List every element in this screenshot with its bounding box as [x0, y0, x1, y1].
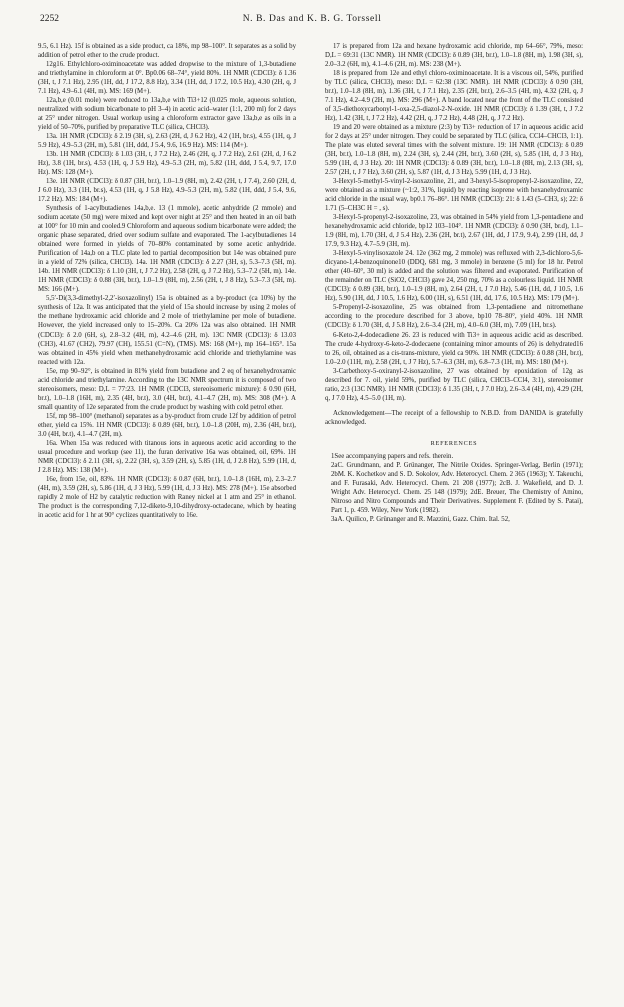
paragraph: 5-Propenyl-2-isoxazoline, 25 was obtained from 1,3-pentadiene and nitromethane according to the procedure described for 3 above, bp10 78–80°, yield 40%. 1H NMR (CDCl3): δ 1.70 (3H, d, J 5.8 Hz), 2.6–3.4 (2H, m), 4.0–6.0 (3H, m), 7.09 (1H, br.s).	[325, 304, 583, 330]
reference-item: 1See accompanying papers and refs. therein.	[331, 452, 454, 460]
paragraph: 13b. 1H NMR (CDCl3): δ 1.03 (3H, t, J 7.2 Hz), 2.46 (2H, q, J 7.2 Hz), 2.61 (2H, d, J 6.2 Hz), 3.8 (1H, br.s), 4.53 (1H, q, J 5.9 Hz), 4.9–5.3 (2H, m), 5.82 (1H, ddd, J 5.4, 9.7, 17.0 Hz). MS: 128 (M+).	[38, 151, 296, 177]
paragraph: 3-Hexyl-5-vinylisoxazole 24. 12e (362 mg, 2 mmole) was refluxed with 2,3-dichloro-5,6-dicyano-1,4-benzoquinone10 (DDQ, 681 mg, 3 mmole) in benzene (5 ml) for 18 hr. Petrol ether (40–60°, 30 ml) is added and the solution was filtered and evaporated. Purification of the remainder on TLC (SiO2, CHCl3) gave 24, 250 mg, 70% as a colourless liquid. 1H NMR (CDCl3): δ 0.89 (3H, br.t), 1.0–1.9 (8H, m), 2.64 (2H, t, J 7.0 Hz), 5.46 (1H, dd, J 10.5, 1.6 Hz), 5.90 (1H, dd, J 10.5, 1.6 Hz), 6.00 (1H, s), 6.51 (1H, dd, 17.6, 10.5 Hz). MS: 179 (M+).	[325, 250, 583, 303]
right-column	[325, 42, 583, 992]
paragraph: 3-Carbethoxy-5-oxiranyl-2-isoxazoline, 27 was obtained by epoxidation of 12g as described for 7. oil, yield 59%, purified by TLC (silica, CHCl3–CCl4, 3:1), stereoisomer ratio, 2:3 (13C NMR). 1H NMR (CDCl3): δ 1.35 (3H, t, J 7.0 Hz), 2.6–3.4 (4H, m), 4.29 (2H, q, J 7.0 Hz), 4.5–5.0 (1H, m).	[325, 367, 583, 402]
paragraph: 18 is prepared from 12e and ethyl chloro-oximinoacetate. It is a viscous oil, 54%, purified by TLC (silica, CHCl3), meso: D,L = 62:38 (13C NMR). 1H NMR (CDCl3): δ 0.90 (3H, br.t), 1.0–1.8 (8H, m), 1.36 (3H, t, J 7.1 Hz), 2.35 (2H, br.t), 2.6–3.5 (4H, m), 4.32 (2H, q, J 7.1 Hz), 4.2–4.9 (2H, m). MS: 296 (M+). A band located near the front of the TLC consisted of 3,5-diethoxycarbonyl-1-oxa-2,5-diazol-2-N-oxide. 1H NMR (CDCl3): δ 1.39 (3H, t, J 7.2 Hz), 1.42 (3H, t, J 7.2 Hz), 4.42 (2H, q, J 7.2 Hz), 4.48 (2H, q, J 7.2 Hz).	[325, 70, 583, 123]
paragraph: 15f, mp 98–100° (methanol) separates as a by-product from crude 12f by addition of petrol ether, yield ca 15%. 1H NMR (CDCl3): δ 0.89 (6H, br.t), 1.0–1.8 (20H, m), 2.36 (4H, br.t), 3.0 (4H, br.t), 4.1–4.7 (2H, m).	[38, 412, 296, 438]
paragraph: 5,5′-Di(3,3-dimethyl-2,2′-isoxazolinyl) 15a is obtained as a by-product (ca 10%) by the synthesis of 12a. It was anticipated that the yield of 15a should increase by using 2 moles of the methane hydroxamic acid chloride and 2 mole of triethylamine per mole of butadiene. However, the yield increased only to 15–20%. Ca 20% 12a was also obtained. 1H NMR (CDCl3): δ 2.0 (6H, s), 2.8–3.2 (4H, m), 4.2–4.6 (2H, m). 13C NMR (CDCl3): δ 13.03 (CH3), 41.67 (CH2), 79.97 (CH), 155.51 (C=N), (TMS). MS: 168 (M+), mp 164–165°. 15a was obtained in 45% yield when methanehydroxamic acid chloride and triethylamine was reacted with 12a.	[38, 295, 296, 366]
page-number: 2252	[40, 14, 59, 24]
paragraph: Synthesis of 1-acylbutadienes 14a,b,e. 13 (1 mmole), acetic anhydride (2 mmole) and sodium acetate (50 mg) were mixed and kept over night at 25° and then heated in an oil bath at 100° for 10 min and cooled.9 Chloroform and aqueous sodium bicarbonate were added; the organic phase separated, dried over sodium sulfate and evaporated. The 1-acylbutadienes 14 obtained were formed in yields of 70–80% contaminated by some acetic anhydride. Purification of 14a,b on a TLC plate led to partial decomposition but 14e was obtained pure in a yield of 72% (silica, CHCl3). 14a. 1H NMR (CDCl3): δ 2.27 (3H, s), 5.3–7.3 (5H, m). 14b. 1H NMR (CDCl3): δ 1.10 (3H, t, J 7.2 Hz), 2.58 (2H, q, J 7.2 Hz), 5.3–7.2 (5H, m). 14e. 1H NMR (CDCl3): δ 0.88 (3H, br.t), 1.0–1.9 (8H, m), 2.56 (2H, t, J 8 Hz), 5.3–7.3 (5H, m). MS: 166 (M+).	[38, 205, 296, 294]
acknowledgement: Acknowledgement—The receipt of a fellowship to N.B.D. from DANIDA is gratefully acknowledged.	[325, 409, 583, 426]
paragraph: 12a,b,e (0.01 mole) were reduced to 13a,b,e with Ti3+12 (0.025 mole, aqueous solution, neutralized with sodium bicarbonate to pH 3–4) in acetic acid–water (1:1, 200 ml) for 2 days at 25° under nitrogen. Usual workup using a chloroform extractor gave 13a,b,e as oils in a yield of 50–70%, purified by preparative TLC (silica, CHCl3).	[38, 97, 296, 132]
references-heading: REFERENCES	[430, 439, 478, 447]
paragraph: 13a. 1H NMR (CDCl3): δ 2.19 (3H, s), 2.63 (2H, d, J 6.2 Hz), 4.2 (1H, br.s), 4.55 (1H, q, J 5.9 Hz), 4.9–5.3 (2H, m), 5.81 (1H, ddd, J 5.4, 9.6, 16.9 Hz). MS: 114 (M+).	[38, 133, 296, 150]
paragraph: 19 and 20 were obtained as a mixture (2:3) by Ti3+ reduction of 17 in aqueous acidic acid for 2 days at 25° under nitrogen. They could be separated by TLC (silica, CCl4–CHCl3, 1:1). The plate was eluted several times with the solvent mixture. 19: 1H NMR (CDCl3): δ 0.89 (3H, br.t), 1.0–1.8 (8H, m), 2.24 (3H, s), 2.44 (2H, br.t), 3.60 (2H, s), 5.85 (1H, d, J 3 Hz), 5.99 (1H, d, J 3 Hz). 20: 1H NMR (CDCl3): δ 0.89 (3H, br.t), 1.0–1.8 (8H, m), 2.13 (3H, s), 2.57 (2H, t, J 7 Hz), 3.60 (2H, s), 5.87 (1H, d, J 3 Hz), 5.99 (1H, d, J 3 Hz).	[325, 124, 583, 177]
left-column	[38, 42, 296, 992]
paragraph: 16a. When 15a was reduced with titanous ions in aqueous acetic acid according to the usual procedure and workup (see 11), the furan derivative 16a was obtained, oil, 69%. 1H NMR (CDCl3): δ 2.11 (3H, s), 2.22 (3H, s), 3.59 (2H, s), 5.85 (1H, d, J 2.8 Hz), 5.99 (1H, d, J 2.8 Hz). MS: 138 (M+).	[38, 439, 296, 474]
paragraph: 6-Keto-2,4-dodecadiene 26. 23 is reduced with Ti3+ in aqueous acidic acid as described. The crude 4-hydroxy-6-keto-2-dodecaene (containing minor amounts of 26) is dehydrated16 to 26, oil, obtained as a cis-trans-mixture, yield ca 90%. 1H NMR (CDCl3): δ 0.88 (3H, br.t), 1.0–2.0 (11H, m), 2.58 (2H, t, J 7 Hz), 5.7–6.3 (3H, m), 6.8–7.3 (1H, m). MS: 180 (M+).	[325, 331, 583, 366]
paragraph: 3-Hexyl-5-methyl-5-vinyl-2-isoxazoline, 21, and 3-hexyl-5-isopropenyl-2-isoxazoline, 22, were obtained as a mixture (~1:2, 31%, liquid) by reacting isoprene with hexanehydroxamic acid chloride in the usual way, bp0.1 76–86°. 1H NMR (CDCl3): 21: δ 1.43 (5–CH3, s); 22: δ 1.71 (5–CH3C H = , s).	[325, 178, 583, 213]
reference-item: 2aC. Grundmann, and P. Grünanger, The Nitrile Oxides. Springer-Verlag, Berlin (1971); 2bM. K. Kochetkov and S. D. Sokolov, Adv. Heterocycl. Chem. 2 365 (1963); Y. Takeuchi, and F. Furasaki, Adv. Heterocycl. Chem. 21 208 (1977); 2cB. J. Wakefield, and D. J. Wright Adv. Heterocycl. Chem. 25 148 (1979); 2dE. Breuer, The Chemistry of Amino, Nitroso and Nitro Compounds and Their Derivatives. Supplement F. (Edited by S. Patai), Part 1, p. 459. Wiley, New York (1982).	[331, 461, 583, 514]
paragraph: 13e. 1H NMR (CDCl3): δ 0.87 (3H, br.t), 1.0–1.9 (8H, m), 2.42 (2H, t, J 7.4), 2.60 (2H, d, J 6.0 Hz), 3.3 (1H, br.s), 4.53 (1H, q, J 5.8 Hz), 4.9–5.3 (2H, m), 5.82 (1H, ddd, J 5.4, 9.6, 17.2 Hz). MS: 184 (M+).	[38, 178, 296, 204]
paragraph: 16e, from 15e, oil, 83%. 1H NMR (CDCl3): δ 0.87 (6H, br.t), 1.0–1.8 (16H, m), 2.3–2.7 (4H, m), 3.59 (2H, s), 5.86 (1H, d, J 3 Hz), 5.99 (1H, d, J 3 Hz). MS: 278 (M+). 15e absorbed rapidly 2 mole of H2 by catalytic reduction with Raney nickel at 1 atm and 25° in ethanol. The product is the corresponding 7,12-diketo-9,10-dihydroxy-octadecane, which by heating in acetic acid for 1 hr at 90° cyclizes quantitatively to 16e.	[38, 475, 296, 519]
paragraph: 3-Hexyl-5-propenyl-2-isoxazoline, 23, was obtained in 54% yield from 1,3-pentadiene and hexanehydroxamic acid chloride, bp12 103–104°. 1H NMR (CDCl3): δ 0.90 (3H, br.d), 1.1–1.9 (8H, m), 1.70 (3H, d, J 5.4 Hz), 2.36 (2H, br.t), 2.67 (1H, dd, J 17.9, 9.4), 2.99 (1H, dd, J 17.9, 9.3 Hz), 4.7–5.9 (3H, m).	[325, 214, 583, 249]
paragraph: 9.5, 6.1 Hz). 15f is obtained as a side product, ca 18%, mp 98–100°. It separates as a solid by addition of petrol ether to the crude product.	[38, 43, 296, 60]
paragraph: 12g16. Ethylchloro-oximinoacetate was added dropwise to the mixture of 1,3-butadiene and triethylamine in chloroform at 0°. Bp0.06 68–74°, yield 80%. 1H NMR (CDCl3): δ 1.36 (3H, t, J 7.1 Hz), 2.95 (1H, dd, J 17.2, 8.8 Hz), 3.34 (1H, dd, J 17.2, 10.5 Hz), 4.30 (2H, q, J 7.1 Hz), 4.9–6.1 (4H, m). MS: 169 (M+).	[38, 61, 296, 96]
running-head-authors: N. B. Das and K. B. G. Torssell	[242, 14, 382, 24]
paragraph: 17 is prepared from 12a and hexane hydroxamic acid chloride, mp 64–66°, 79%, meso: D,L = 69:31 (13C NMR). 1H NMR (CDCl3): δ 0.89 (3H, br.t), 1.0–1.8 (8H, m), 1.98 (3H, s), 2.0–3.2 (6H, m), 4.1–4.6 (2H, m). MS: 238 (M+).	[325, 43, 583, 69]
paragraph: 15e, mp 90–92°, is obtained in 81% yield from butadiene and 2 eq of hexanehydroxamic acid chloride and triethylamine. According to the 13C NMR spectrum it is composed of two stereoisomers, meso: D,L = 77:23. 1H NMR (CDCl3, stereoisomeric mixture): δ 0.90 (6H, br.t), 1.0–1.8 (16H, m), 2.35 (4H, br.t), 3.0 (4H, br.t), 4.1–4.7 (2H, m). MS: 308 (M+). A small quantity of 12e separated from the crude product by washing with cold petrol ether.	[38, 367, 296, 411]
reference-item: 3aA. Quilico, P. Grünanger and R. Mazzini, Gazz. Chim. Ital. 52,	[331, 515, 510, 523]
page-header	[40, 14, 584, 28]
